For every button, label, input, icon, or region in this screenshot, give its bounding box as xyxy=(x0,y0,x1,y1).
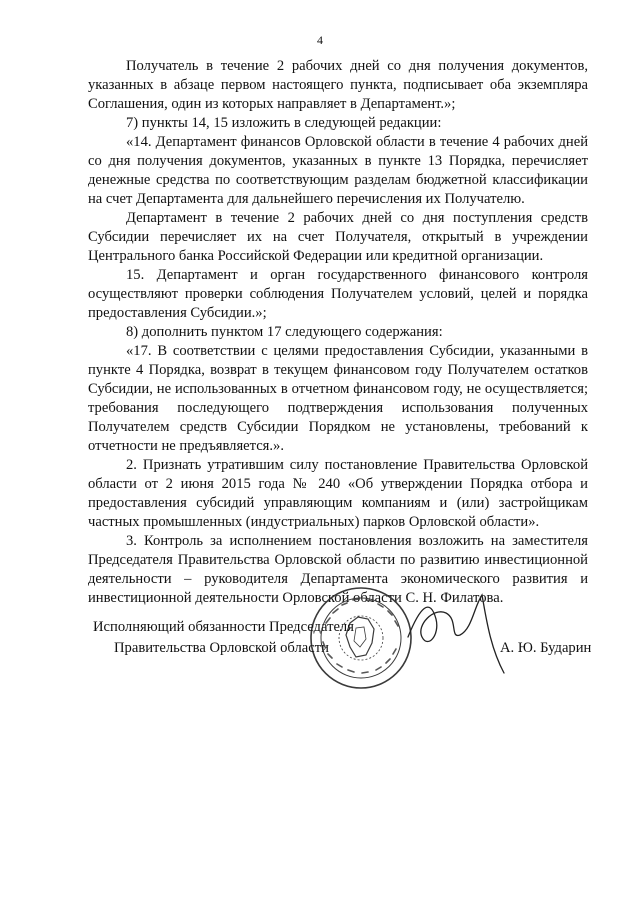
paragraph-recipient-signs: Получатель в течение 2 рабочих дней со дня получения документов, указанных в абзаце первом настоящего пункта, подписывает оба экземпляра Соглашения, один из которых направляет в Департамент.»; xyxy=(88,58,588,112)
signatory-title-line2: Правительства Орловской области xyxy=(114,640,329,656)
paragraph-point-14: «14. Департамент финансов Орловской области в течение 4 рабочих дней со дня получения документов, указанных в пункте 13 Порядка, перечисляет денежные средства по соответствующим разделам бюджетной классификации на счет Департамента для дальнейшего перечисления их Получателю. xyxy=(88,134,588,207)
paragraph-clause-2: 2. Признать утратившим силу постановление Правительства Орловской области от 2 июня 2015 года № 240 «Об утверждении Порядка отбора и предоставления субсидий управляющим компаниям и (или) застройщикам частных промышленных (индустриальных) парков Орловской области». xyxy=(88,457,588,530)
page-number: 4 xyxy=(317,33,323,47)
signatory-title-line1: Исполняющий обязанности Председателя xyxy=(93,619,354,635)
paragraph-clause-3: 3. Контроль за исполнением постановления возложить на заместителя Председателя Правительства Орловской области по развитию инвестиционной деятельности – руководителя Департамента экономического развития и инвестиционной деятельности Орловской области С. Н. Филатова. xyxy=(88,533,588,606)
paragraph-item-8: 8) дополнить пунктом 17 следующего содержания: xyxy=(126,324,443,340)
paragraph-point-15: 15. Департамент и орган государственного финансового контроля осуществляют проверки соблюдения Получателем условий, целей и порядка предоставления Субсидии.»; xyxy=(88,267,588,321)
document-body xyxy=(88,57,588,608)
paragraph-point-17: «17. В соответствии с целями предоставления Субсидии, указанными в пункте 4 Порядка, возврат в текущем финансовом году Получателем остатков Субсидии, не использованных в отчетном финансовом году, не осуществляется; требования последующего подтверждения использования полученных Получателем средств Субсидии Порядком не установлены, требований к отчетности не предъявляется.». xyxy=(88,343,588,454)
paragraph-item-7: 7) пункты 14, 15 изложить в следующей редакции: xyxy=(126,115,442,131)
signatory-name: А. Ю. Бударин xyxy=(500,640,592,656)
paragraph-department-transfer: Департамент в течение 2 рабочих дней со дня поступления средств Субсидии перечисляет их на счет Получателя, открытый в учреждении Центрального банка Российской Федерации или кредитной организации. xyxy=(88,210,588,264)
signature-block xyxy=(0,613,640,693)
handwritten-signature xyxy=(400,577,510,687)
